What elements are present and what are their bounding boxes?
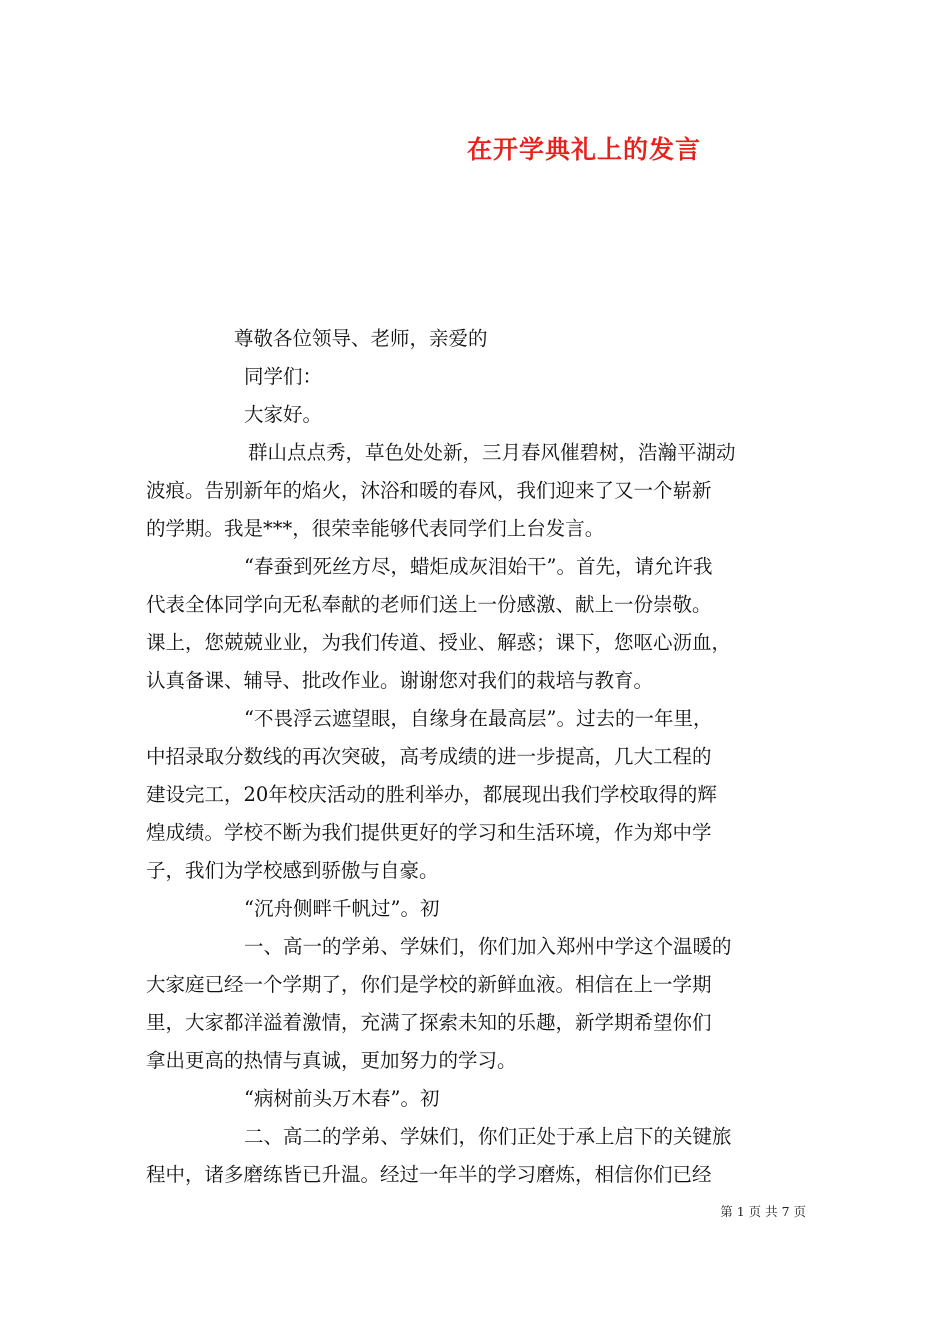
body-line: 大家庭已经一个学期了，你们是学校的新鲜血液。相信在上一学期: [146, 973, 712, 996]
page-number-footer: 第 1 页 共 7 页: [720, 1204, 806, 1219]
body-line: 课上，您兢兢业业，为我们传道、授业、解惑；课下，您呕心沥血，: [146, 631, 732, 654]
body-line: 里，大家都洋溢着激情，充满了探索未知的乐趣，新学期希望你们: [146, 1011, 712, 1034]
body-line: “不畏浮云遮望眼，自缘身在最高层”。过去的一年里，: [244, 707, 713, 730]
document-body: [146, 320, 808, 1194]
body-line: 子，我们为学校感到骄傲与自豪。: [146, 859, 439, 882]
body-line: 建设完工，20年校庆活动的胜利举办，都展现出我们学校取得的辉: [146, 783, 717, 806]
body-line: 代表全体同学向无私奉献的老师们送上一份感激、献上一份崇敬。: [146, 593, 712, 616]
body-line: 同学们：: [244, 365, 323, 388]
body-line: 波痕。告别新年的焰火，沐浴和暖的春风，我们迎来了又一个崭新: [146, 479, 712, 502]
body-line: 拿出更高的热情与真诚，更加努力的学习。: [146, 1049, 517, 1072]
body-line: 中招录取分数线的再次突破，高考成绩的进一步提高，几大工程的: [146, 745, 712, 768]
body-line: 尊敬各位领导、老师，亲爱的: [234, 327, 488, 350]
body-line: 的学期。我是***，很荣幸能够代表同学们上台发言。: [146, 517, 605, 540]
body-line: “病树前头万木春”。初: [244, 1087, 440, 1110]
body-line: 大家好。: [244, 403, 323, 426]
document-title: 在开学典礼上的发言: [466, 135, 701, 164]
body-line: 煌成绩。学校不断为我们提供更好的学习和生活环境，作为郑中学: [146, 821, 712, 844]
body-line: 认真备课、辅导、批改作业。谢谢您对我们的栽培与教育。: [146, 669, 654, 692]
body-line: 群山点点秀，草色处处新，三月春风催碧树，浩瀚平湖动: [248, 441, 736, 464]
body-line: 一、高一的学弟、学妹们，你们加入郑州中学这个温暖的: [244, 935, 732, 958]
body-line: 程中，诸多磨练皆已升温。经过一年半的学习磨炼，相信你们已经: [146, 1163, 712, 1186]
body-line: “春蚕到死丝方尽，蜡炬成灰泪始干”。首先，请允许我: [244, 555, 713, 578]
body-line: “沉舟侧畔千帆过”。初: [244, 897, 440, 920]
body-line: 二、高二的学弟、学妹们，你们正处于承上启下的关键旅: [244, 1125, 732, 1148]
